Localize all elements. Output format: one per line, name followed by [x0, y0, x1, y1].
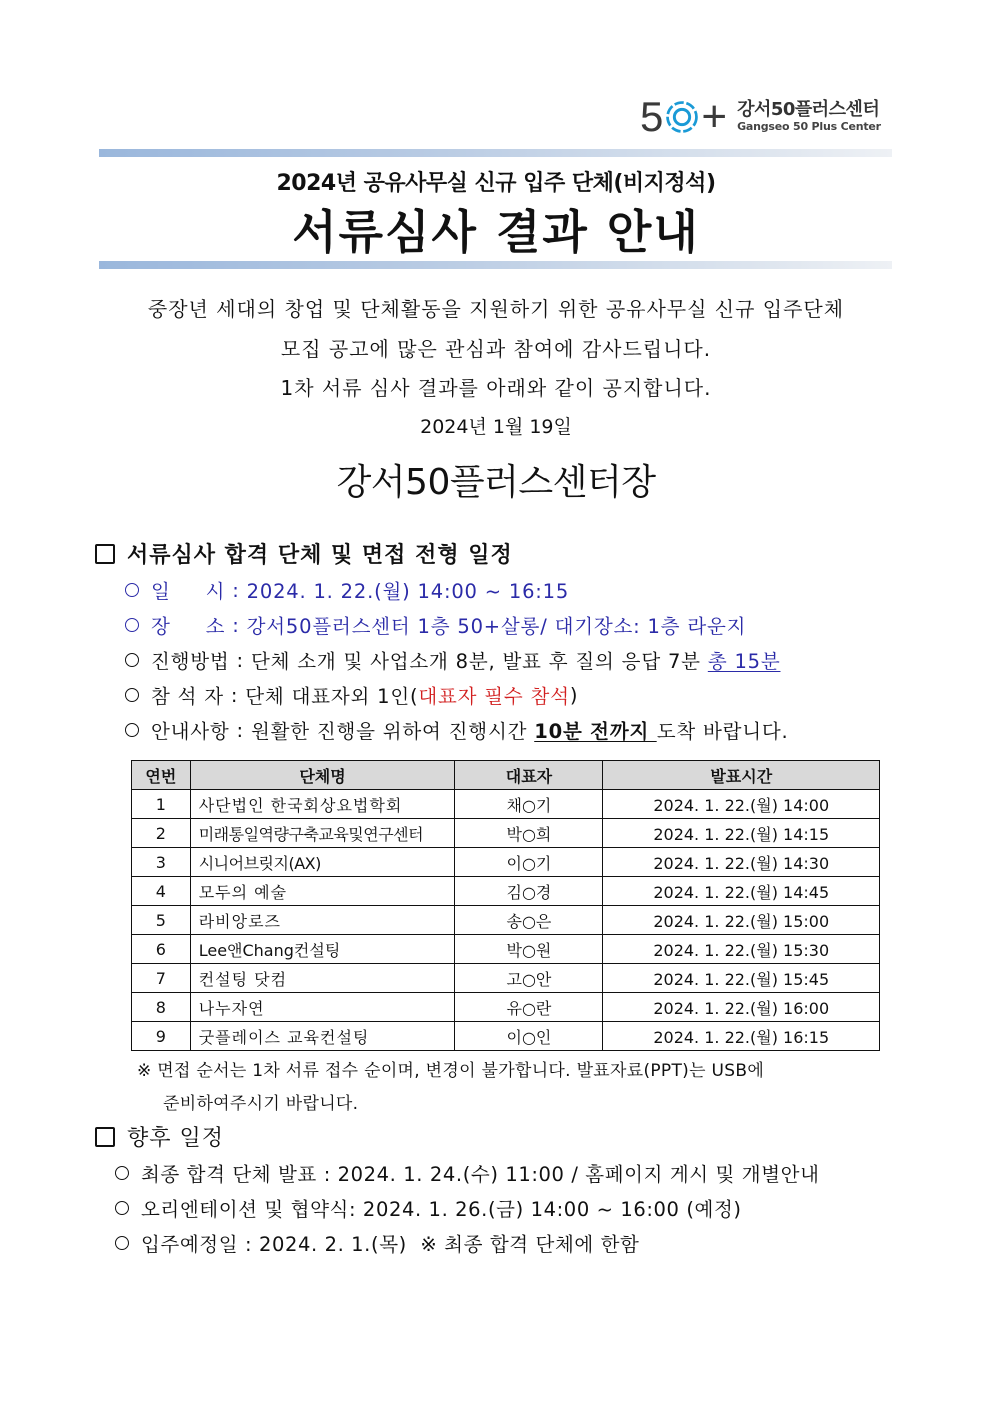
upcoming-item-text: 오리엔테이션 및 협약식: 2024. 1. 26.(금) 14:00 ~ 16:00 (예정): [141, 1198, 742, 1221]
cell-representative: 고○안: [455, 964, 603, 993]
total-duration-highlight: 총 15분: [707, 650, 781, 673]
checkbox-square-icon: [95, 1127, 115, 1147]
item-value: 단체 소개 및 사업소개 8분, 발표 후 질의 응답 7분: [250, 650, 708, 673]
cell-org: 라비앙로즈: [190, 906, 455, 935]
item-sep: :: [225, 613, 247, 637]
item-location: [125, 611, 746, 639]
required-attendance-highlight: 대표자 필수 참석: [418, 685, 570, 708]
item-label: 안내사항: [151, 720, 230, 743]
arrival-time-highlight: 10분 전까지: [534, 720, 657, 743]
table-note: ※ 면접 순서는 1차 서류 접수 순이며, 변경이 불가합니다. 발표자료(PPT)는 USB에: [137, 1061, 765, 1081]
item-value: 2024. 1. 22.(월) 14:00 ~ 16:15: [246, 580, 570, 603]
item-label: 일 시: [151, 580, 226, 603]
intro-line: 1차 서류 심사 결과를 아래와 같이 공지합니다.: [280, 376, 712, 400]
cell-org: 사단법인 한국회상요법학회: [190, 790, 455, 819]
item-value: 강서50플러스센터 1층 50+살롱/ 대기장소: 1층 라운지: [246, 615, 747, 638]
logo-name-en: Gangseo 50 Plus Center: [737, 119, 881, 133]
interview-schedule-table: [131, 760, 880, 1051]
circle-bullet-icon: [125, 583, 139, 597]
column-header-number: 연번: [132, 761, 191, 790]
cell-org: 나누자연: [190, 993, 455, 1022]
upcoming-item-final-announcement: [115, 1159, 820, 1187]
logo-text: [737, 100, 881, 134]
table-row: [132, 993, 880, 1022]
cell-org: 시니어브릿지(AX): [190, 848, 455, 877]
signer: 강서50플러스센터장: [336, 462, 656, 503]
cell-representative: 김○경: [455, 877, 603, 906]
table-row: [132, 964, 880, 993]
cell-number: 6: [132, 935, 191, 964]
circle-bullet-icon: [115, 1236, 129, 1250]
section-heading-upcoming: [95, 1121, 224, 1152]
intro-line: 중장년 세대의 창업 및 단체활동을 지원하기 위한 공유사무실 신규 입주단체: [147, 297, 845, 321]
cell-representative: 박○희: [455, 819, 603, 848]
header-divider-bottom: [99, 261, 892, 269]
upcoming-item-text: 최종 합격 단체 발표 : 2024. 1. 24.(수) 11:00 / 홈페이지 게시 및 개별안내: [141, 1163, 820, 1186]
intro-line: 모집 공고에 많은 관심과 참여에 감사드립니다.: [280, 337, 712, 361]
document-title: 서류심사 결과 안내: [292, 205, 700, 259]
circle-bullet-icon: [125, 688, 139, 702]
circle-bullet-icon: [125, 723, 139, 737]
circle-bullet-icon: [125, 618, 139, 632]
target-ring-icon: [665, 100, 699, 134]
cell-org: Lee앤Chang컨설팅: [190, 935, 455, 964]
cell-time: 2024. 1. 22.(월) 16:15: [603, 1022, 880, 1051]
table-row: [132, 848, 880, 877]
item-sep: :: [223, 683, 246, 707]
logo-name-ko: 강서50플러스센터: [737, 98, 880, 120]
section-heading-text: 서류심사 합격 단체 및 면접 전형 일정: [127, 543, 513, 568]
column-header-org: 단체명: [190, 761, 455, 790]
upcoming-item-move-in: [115, 1229, 640, 1257]
cell-number: 4: [132, 877, 191, 906]
item-datetime: [125, 576, 569, 604]
cell-number: 9: [132, 1022, 191, 1051]
cell-number: 5: [132, 906, 191, 935]
table-row: [132, 935, 880, 964]
table-row: [132, 790, 880, 819]
circle-bullet-icon: [125, 653, 139, 667]
item-sep: :: [225, 578, 247, 602]
item-suffix: 도착 바랍니다.: [656, 720, 789, 743]
item-label: 진행방법: [151, 650, 230, 673]
column-header-time: 발표시간: [603, 761, 880, 790]
cell-number: 8: [132, 993, 191, 1022]
cell-org: 모두의 예술: [190, 877, 455, 906]
cell-time: 2024. 1. 22.(월) 14:00: [603, 790, 880, 819]
table-header-row: [132, 761, 880, 790]
table-row: [132, 1022, 880, 1051]
cell-time: 2024. 1. 22.(월) 14:30: [603, 848, 880, 877]
table-row: [132, 906, 880, 935]
cell-org: 굿플레이스 교육컨설팅: [190, 1022, 455, 1051]
cell-org: 미래통일역량구축교육및연구센터: [190, 819, 455, 848]
upcoming-item-orientation: [115, 1194, 742, 1222]
checkbox-square-icon: [95, 544, 115, 564]
cell-time: 2024. 1. 22.(월) 15:00: [603, 906, 880, 935]
item-suffix: ): [569, 683, 579, 707]
circle-bullet-icon: [115, 1201, 129, 1215]
logo-number: 5: [640, 93, 664, 140]
table-note-continued: 준비하여주시기 바랍니다.: [163, 1094, 359, 1114]
cell-representative: 이○인: [455, 1022, 603, 1051]
cell-org: 컨설팅 닷컴: [190, 964, 455, 993]
cell-time: 2024. 1. 22.(월) 14:45: [603, 877, 880, 906]
notice-date: 2024년 1월 19일: [420, 416, 572, 438]
cell-time: 2024. 1. 22.(월) 15:30: [603, 935, 880, 964]
cell-number: 2: [132, 819, 191, 848]
item-attendees: [125, 681, 578, 709]
item-sep: :: [229, 718, 251, 742]
item-value: 원활한 진행을 위하여 진행시간: [250, 720, 535, 743]
section-heading-interview: [95, 538, 513, 569]
header-divider-top: [99, 149, 892, 157]
item-sep: :: [229, 648, 251, 672]
cell-time: 2024. 1. 22.(월) 15:45: [603, 964, 880, 993]
cell-representative: 송○은: [455, 906, 603, 935]
circle-bullet-icon: [115, 1166, 129, 1180]
cell-time: 2024. 1. 22.(월) 14:15: [603, 819, 880, 848]
center-logo: [640, 92, 881, 142]
table-row: [132, 819, 880, 848]
upcoming-item-text: 입주예정일 : 2024. 2. 1.(목) ※ 최종 합격 단체에 한함: [141, 1233, 640, 1256]
item-value: 단체 대표자외 1인(: [245, 685, 419, 708]
column-header-representative: 대표자: [455, 761, 603, 790]
item-notice: [125, 716, 789, 744]
item-method: [125, 646, 781, 674]
cell-number: 1: [132, 790, 191, 819]
section-heading-text: 향후 일정: [127, 1126, 225, 1151]
document-subtitle: 2024년 공유사무실 신규 입주 단체(비지정석): [276, 171, 716, 196]
cell-number: 3: [132, 848, 191, 877]
cell-time: 2024. 1. 22.(월) 16:00: [603, 993, 880, 1022]
table-row: [132, 877, 880, 906]
cell-representative: 채○기: [455, 790, 603, 819]
cell-number: 7: [132, 964, 191, 993]
cell-representative: 박○원: [455, 935, 603, 964]
item-label: 참 석 자: [151, 685, 224, 708]
item-label: 장 소: [151, 615, 226, 638]
cell-representative: 유○란: [455, 993, 603, 1022]
cell-representative: 이○기: [455, 848, 603, 877]
logo-plus: +: [701, 92, 728, 141]
